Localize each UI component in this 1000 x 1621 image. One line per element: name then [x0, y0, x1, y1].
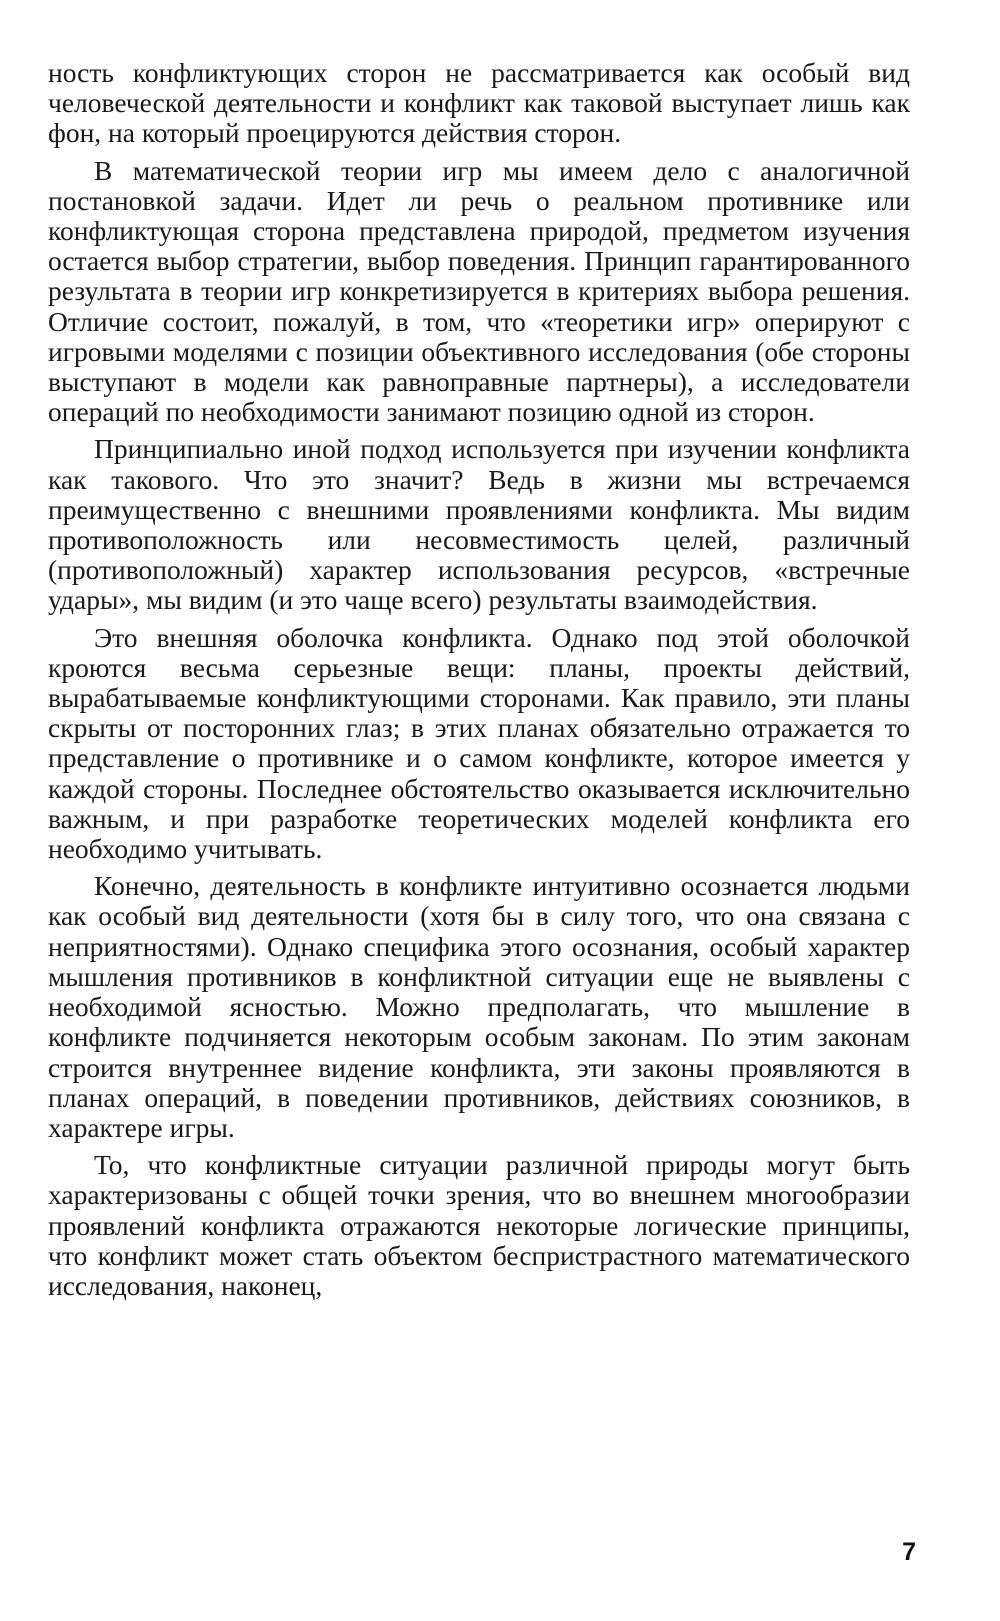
- paragraph-3: Принципиально иной подход используется при изучении конфликта как такового. Что это значит? Ведь в жизни мы встречаемся преимущественно с внешними проявлениями конфликта. Мы видим противоположность или несовместимость целей, различный (противоположный) характер использования ресурсов, «встречные удары», мы видим (и это чаще всего) результаты взаимодействия.: [48, 433, 910, 616]
- paragraph-2: В математической теории игр мы имеем дело с аналогичной постановкой задачи. Идет ли речь о реальном противнике или конфликтующая сторона представлена природой, предметом изучения остается выбор стратегии, выбор поведения. Принцип гарантированного результата в теории игр конкретизируется в критериях выбора решения. Отличие состоит, пожалуй, в том, что «теоретики игр» оперируют с игровыми моделями с позиции объективного исследования (обе стороны выступают в модели как равноправные партнеры), а исследователи операций по необходимости занимают позицию одной из сторон.: [48, 154, 910, 428]
- paragraph-5: Конечно, деятельность в конфликте интуитивно осознается людьми как особый вид деятельности (хотя бы в силу того, что она связана с неприятностями). Однако специфика этого осознания, особый характер мышления противников в конфликтной ситуации еще не выявлены с необходимой ясностью. Можно предполагать, что мышление в конфликте подчиняется некоторым особым законам. По этим законам строится внутреннее видение конфликта, эти законы проявляются в планах операций, в поведении противников, действиях союзников, в характере игры.: [48, 870, 910, 1143]
- body-text: [48, 58, 910, 1308]
- paragraph-1: ность конфликтующих сторон не рассматривается как особый вид человеческой деятельности и конфликт как таковой выступает лишь как фон, на который проецируются действия сторон.: [48, 57, 910, 149]
- paragraph-6: То, что конфликтные ситуации различной природы могут быть характеризованы с общей точки зрения, что во внешнем многообразии проявлений конфликта отражаются некоторые логические принципы, что конфликт может стать объектом беспристрастного математического исследования, наконец,: [48, 1149, 910, 1301]
- paragraph-4: Это внешняя оболочка конфликта. Однако под этой оболочкой кроются весьма серьезные вещи: планы, проекты действий, вырабатываемые конфликтующими сторонами. Как правило, эти планы скрыты от посторонних глаз; в этих планах обязательно отражается то представление о противнике и о самом конфликте, которое имеется у каждой стороны. Последнее обстоятельство оказывается исключительно важным, и при разработке теоретических моделей конфликта его необходимо учитывать.: [48, 621, 910, 865]
- page-number: 7: [902, 1538, 916, 1566]
